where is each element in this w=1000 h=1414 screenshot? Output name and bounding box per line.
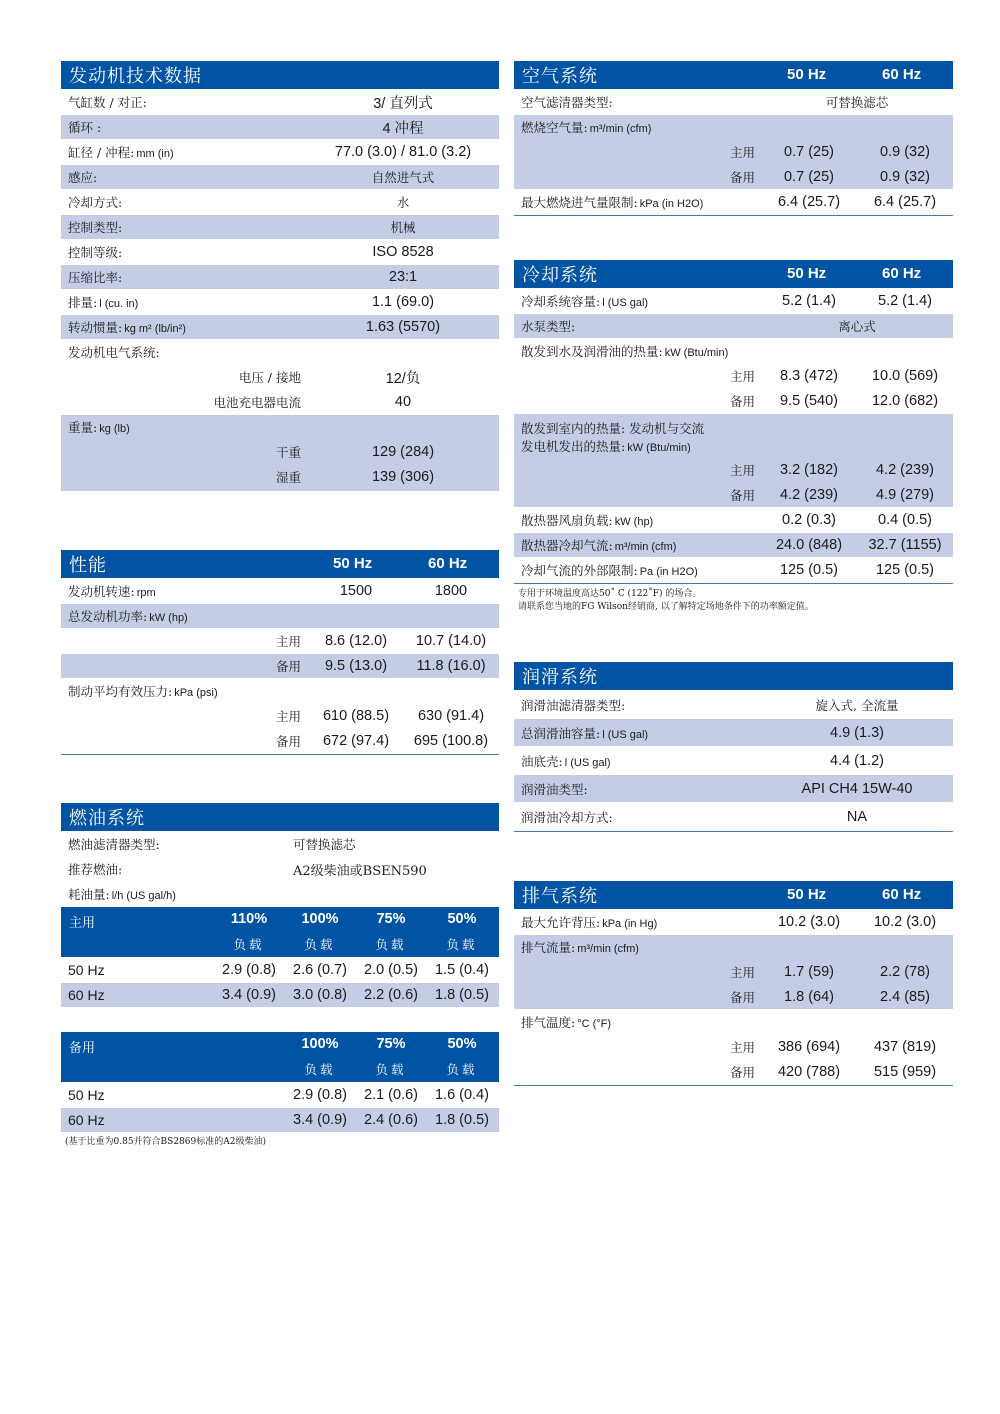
performance-section <box>61 550 499 755</box>
table-row <box>61 983 499 1007</box>
row-value: API CH4 15W-40 <box>801 780 913 797</box>
row-label: 感应: <box>68 170 98 185</box>
unit-text: kPa (in Hg) <box>602 918 658 930</box>
sub-label: 主用 <box>729 1040 755 1055</box>
label-text: 转动惯量: <box>68 320 123 335</box>
value-60hz: 125 (0.5) <box>875 562 935 578</box>
exhaust-flow-block <box>514 935 953 1009</box>
sub-label: 湿重 <box>275 470 301 485</box>
value-60hz: 695 (100.8) <box>413 733 489 749</box>
table-row <box>514 115 953 139</box>
cooling-header <box>514 260 953 288</box>
col-header: 100% <box>301 1036 339 1052</box>
row-label <box>514 193 703 211</box>
sub-label: 主用 <box>729 463 755 478</box>
table-row <box>514 339 953 363</box>
col-header: 75% <box>376 911 406 927</box>
row-value: NA <box>846 808 868 825</box>
row-value: 4.9 (1.3) <box>830 724 884 741</box>
unit-text: mm (in) <box>136 148 174 160</box>
cell: 1.8 (0.5) <box>435 1112 489 1128</box>
col-50hz: 50 Hz <box>333 555 373 572</box>
table-row <box>514 775 953 802</box>
table-row <box>514 719 953 746</box>
label-text: 制动平均有效压力: <box>68 684 173 699</box>
row-value: 1.1 (69.0) <box>371 294 435 310</box>
table-row <box>514 985 953 1009</box>
row-label <box>61 682 218 700</box>
value-50hz: 6.4 (25.7) <box>777 194 841 210</box>
row-label: 冷却方式: <box>68 195 123 210</box>
section-rule <box>514 215 953 216</box>
value-60hz: 10.2 (3.0) <box>873 914 937 930</box>
exhaust-header <box>514 881 953 909</box>
row-label: 水泵类型: <box>521 319 576 334</box>
table-row <box>61 265 499 289</box>
table-row <box>514 1035 953 1059</box>
value-60hz: 515 (959) <box>873 1064 937 1080</box>
col-60hz: 60 Hz <box>882 66 922 83</box>
label-text: 排量: <box>68 295 98 310</box>
value-60hz: 10.7 (14.0) <box>415 633 487 649</box>
cell: 2.4 (0.6) <box>364 1112 418 1128</box>
unit-text: °C (°F) <box>577 1018 612 1030</box>
cell: 2.2 (0.6) <box>364 987 418 1003</box>
row-label: 60 Hz <box>68 987 105 1003</box>
table-row <box>514 935 953 959</box>
value-50hz: 610 (88.5) <box>322 708 390 724</box>
cell: 2.6 (0.7) <box>293 962 347 978</box>
sub-label: 备用 <box>729 394 755 409</box>
section-rule <box>514 831 953 832</box>
value-60hz: 4.2 (239) <box>875 462 935 478</box>
row-label <box>514 414 953 457</box>
row-label: 50 Hz <box>68 962 105 978</box>
value-50hz: 0.2 (0.3) <box>782 512 836 528</box>
engine-section <box>61 61 499 491</box>
table-row <box>514 389 953 413</box>
row-value: 4.4 (1.2) <box>830 752 884 769</box>
unit-text: kW (hp) <box>614 516 654 528</box>
table-row <box>61 604 499 628</box>
cell: 1.6 (0.4) <box>435 1087 489 1103</box>
table-row <box>61 340 499 364</box>
air-section <box>514 61 953 216</box>
table-row <box>61 465 499 489</box>
cell: 3.4 (0.9) <box>293 1112 347 1128</box>
value-50hz: 0.7 (25) <box>784 169 834 185</box>
label-text: 总发动机功率: <box>68 609 148 624</box>
col-50hz: 50 Hz <box>787 66 827 83</box>
col-header: 110% <box>230 911 268 927</box>
section-title: 燃油系统 <box>69 808 145 829</box>
col-header: 50% <box>447 1036 477 1052</box>
row-label: 润滑油滤清器类型: <box>521 697 626 713</box>
label-text: 重量: <box>68 420 98 435</box>
row-value: 139 (306) <box>371 469 435 485</box>
value-60hz: 630 (91.4) <box>417 708 485 724</box>
unit-text: l (cu. in) <box>99 298 139 310</box>
unit-text: l (US gal) <box>602 297 649 309</box>
row-label: 润滑油冷却方式: <box>521 809 613 825</box>
cell: 1.5 (0.4) <box>435 962 489 978</box>
table-row <box>514 140 953 164</box>
label-text: 油底壳: <box>521 753 563 769</box>
row-value: A2级柴油或BSEN590 <box>293 863 427 879</box>
value-50hz: 3.2 (182) <box>779 462 839 478</box>
col-60hz: 60 Hz <box>882 265 922 282</box>
value-50hz: 1.7 (59) <box>784 964 834 980</box>
table-row <box>61 240 499 264</box>
row-value: 离心式 <box>838 319 876 334</box>
label-line-2 <box>521 438 953 457</box>
section-rule <box>514 1085 953 1086</box>
row-value: 1.63 (5570) <box>365 319 441 335</box>
unit-text: l/h (US gal/h) <box>111 890 176 902</box>
value-50hz: 125 (0.5) <box>779 562 839 578</box>
row-label <box>514 752 611 770</box>
row-label <box>61 293 138 311</box>
section-title: 空气系统 <box>522 66 598 87</box>
weight-block <box>61 415 499 491</box>
row-label: 发动机电气系统: <box>68 345 160 360</box>
unit-text: kg (lb) <box>99 423 130 435</box>
row-value: 机械 <box>390 220 416 235</box>
table-row <box>514 558 953 582</box>
table-row <box>61 140 499 164</box>
table-row <box>61 315 499 339</box>
table-row <box>514 364 953 388</box>
col-sublabel: 负载 <box>304 937 336 952</box>
row-value: 129 (284) <box>371 444 435 460</box>
label-text: 排气温度: <box>521 1015 576 1030</box>
label-text: 最大燃烧进气量限制: <box>521 195 638 210</box>
label-text: 缸径 / 冲程: <box>68 145 135 160</box>
table-row <box>61 1083 499 1107</box>
label-text: 散发到水及润滑油的热量: <box>521 344 663 359</box>
table-row <box>514 533 953 557</box>
value-50hz: 8.3 (472) <box>779 368 839 384</box>
value-50hz: 0.7 (25) <box>784 144 834 160</box>
table-row <box>514 508 953 532</box>
col-sublabel: 负载 <box>375 1062 407 1077</box>
section-title: 冷却系统 <box>522 265 598 286</box>
col-sublabel: 负载 <box>375 937 407 952</box>
row-label <box>514 938 639 956</box>
value-60hz: 0.9 (32) <box>880 169 930 185</box>
value-50hz: 24.0 (848) <box>775 537 843 553</box>
footnote-line: 专用于环境温度高达50˚ C (122˚F) 的场合。 <box>518 589 702 599</box>
lube-header <box>514 662 953 690</box>
label-line-1: 散发到室内的热量: 发动机与交流 <box>521 421 705 436</box>
cell: 3.0 (0.8) <box>293 987 347 1003</box>
sub-label: 主用 <box>729 145 755 160</box>
table-row <box>61 679 499 703</box>
row-label <box>514 118 651 136</box>
row-label <box>61 607 188 625</box>
value-60hz: 32.7 (1155) <box>868 537 942 553</box>
row-value: 旋入式, 全流量 <box>815 697 899 713</box>
sub-label: 主用 <box>729 369 755 384</box>
table-row <box>61 165 499 189</box>
value-60hz: 437 (819) <box>873 1039 937 1055</box>
unit-text: kW (Btu/min) <box>627 442 691 454</box>
row-label <box>514 536 676 554</box>
value-60hz: 0.4 (0.5) <box>878 512 932 528</box>
value-50hz: 10.2 (3.0) <box>777 914 841 930</box>
label-text: 发动机转速: <box>68 584 135 599</box>
cell: 3.4 (0.9) <box>222 987 276 1003</box>
row-label: 推荐燃油: <box>68 862 123 877</box>
table-row <box>61 579 499 603</box>
row-value: 自然进气式 <box>371 170 435 185</box>
col-sublabel: 负载 <box>446 937 478 952</box>
table-row <box>514 1060 953 1084</box>
label-text: 散热器风扇负载: <box>521 513 613 528</box>
section-title: 润滑系统 <box>522 667 598 688</box>
cooling-section <box>514 260 953 614</box>
row-value: 77.0 (3.0) / 81.0 (3.2) <box>334 144 472 160</box>
row-label <box>514 1013 611 1031</box>
value-50hz: 9.5 (540) <box>779 393 839 409</box>
value-60hz: 6.4 (25.7) <box>873 194 937 210</box>
col-header: 75% <box>376 1036 406 1052</box>
value-50hz: 8.6 (12.0) <box>324 633 388 649</box>
section-title: 排气系统 <box>522 886 598 907</box>
cell: 1.8 (0.5) <box>435 987 489 1003</box>
row-value: 12/负 <box>385 370 421 387</box>
sub-label: 主用 <box>275 709 301 724</box>
row-label: 空气滤清器类型: <box>521 95 613 110</box>
table-row <box>61 115 499 139</box>
row-label: 60 Hz <box>68 1112 105 1128</box>
row-label <box>514 292 648 310</box>
section-rule <box>61 754 499 755</box>
sub-label: 备用 <box>275 734 301 749</box>
label-text: 总润滑油容量: <box>521 725 601 741</box>
table-row <box>61 958 499 982</box>
label-text: 散热器冷却气流: <box>521 538 613 553</box>
unit-text: m³/min (cfm) <box>577 943 639 955</box>
table-row <box>514 165 953 189</box>
unit-text: m³/min (cfm) <box>589 123 652 135</box>
value-50hz: 420 (788) <box>777 1064 841 1080</box>
row-label: 润滑油类型: <box>521 781 588 797</box>
table-row <box>61 629 499 653</box>
label-text: 最大允许背压: <box>521 915 601 930</box>
cell: 2.0 (0.5) <box>364 962 418 978</box>
row-label <box>514 913 657 931</box>
value-60hz: 2.4 (85) <box>880 989 930 1005</box>
value-60hz: 11.8 (16.0) <box>416 658 486 674</box>
col-60hz: 60 Hz <box>882 886 922 903</box>
value-50hz: 1.8 (64) <box>784 989 834 1005</box>
value-50hz: 9.5 (13.0) <box>324 658 388 674</box>
footnote <box>514 588 953 614</box>
sub-label: 主用 <box>275 634 301 649</box>
unit-text: l (US gal) <box>602 728 649 741</box>
value-60hz: 12.0 (682) <box>871 393 939 409</box>
table-row <box>61 857 499 881</box>
row-value: 可替换滤芯 <box>293 837 356 852</box>
engine-header <box>61 61 499 89</box>
label-text: 排气流量: <box>521 940 576 955</box>
unit-text: l (US gal) <box>564 756 611 769</box>
col-sublabel: 负载 <box>233 937 265 952</box>
table-row <box>61 654 499 678</box>
footnote-line: 请联系您当地的FG Wilson经销商, 以了解特定场地条件下的功率额定值。 <box>518 602 814 612</box>
row-label <box>514 342 728 360</box>
row-label <box>514 724 648 742</box>
value-50hz: 1500 <box>339 583 373 599</box>
value-60hz: 5.2 (1.4) <box>878 293 932 309</box>
fuel-prime-header <box>61 907 499 957</box>
unit-text: m³/min (cfm) <box>614 541 677 553</box>
unit-text: kW (hp) <box>149 612 188 624</box>
row-value: 3/ 直列式 <box>373 95 433 112</box>
row-label: 循环 : <box>68 120 102 135</box>
table-row <box>514 1010 953 1034</box>
cell: 2.9 (0.8) <box>222 962 276 978</box>
row-label <box>61 885 176 903</box>
row-label <box>61 418 130 436</box>
lube-section <box>514 662 953 832</box>
row-label: 50 Hz <box>68 1087 105 1103</box>
cell: 2.9 (0.8) <box>293 1087 347 1103</box>
table-title: 主用 <box>69 916 96 931</box>
value-60hz: 0.9 (32) <box>880 144 930 160</box>
table-row <box>514 190 953 214</box>
label-text: 燃烧空气量: <box>521 120 588 135</box>
row-label <box>514 511 653 529</box>
table-row <box>61 704 499 728</box>
unit-text: Pa (in H2O) <box>639 566 698 578</box>
table-row <box>61 365 499 389</box>
table-row <box>61 215 499 239</box>
combustion-block <box>514 115 953 189</box>
row-label: 控制等级: <box>68 245 123 260</box>
row-value: 40 <box>394 394 412 410</box>
value-50hz: 4.2 (239) <box>779 487 839 503</box>
col-60hz: 60 Hz <box>428 555 468 572</box>
fuel-standby-header <box>61 1032 499 1082</box>
table-row <box>514 691 953 718</box>
table-row <box>514 314 953 338</box>
unit-text: kg m² (lb/in²) <box>124 323 186 335</box>
sub-label: 主用 <box>729 965 755 980</box>
sub-label: 电池充电器电流 <box>213 395 301 410</box>
value-50hz: 672 (97.4) <box>322 733 390 749</box>
table-row <box>61 90 499 114</box>
table-row <box>514 289 953 313</box>
row-value: 23:1 <box>388 269 418 285</box>
cell: 2.1 (0.6) <box>364 1087 418 1103</box>
table-row <box>61 882 499 906</box>
section-title: 发动机技术数据 <box>69 66 202 87</box>
row-label <box>61 143 174 161</box>
table-row <box>61 1108 499 1132</box>
value-60hz: 2.2 (78) <box>880 964 930 980</box>
unit-text: kW (Btu/min) <box>664 347 729 359</box>
value-60hz: 10.0 (569) <box>871 368 939 384</box>
row-label <box>61 582 156 600</box>
table-row <box>61 190 499 214</box>
label-text: 耗油量: <box>68 887 110 902</box>
row-value: 水 <box>396 195 410 210</box>
row-label: 气缸数 / 对正: <box>68 95 147 110</box>
sub-label: 电压 / 接地 <box>238 370 301 385</box>
col-50hz: 50 Hz <box>787 265 827 282</box>
performance-header <box>61 550 499 578</box>
row-label: 燃油滤清器类型: <box>68 837 160 852</box>
sub-label: 备用 <box>729 1065 755 1080</box>
unit-text: kPa (in H2O) <box>639 198 704 210</box>
sub-label: 干重 <box>275 445 301 460</box>
row-label: 压缩比率: <box>68 270 123 285</box>
col-50hz: 50 Hz <box>787 886 827 903</box>
table-row <box>514 747 953 774</box>
table-row <box>514 90 953 114</box>
row-value: 4 冲程 <box>382 120 424 137</box>
label-text: 冷却系统容量: <box>521 294 601 309</box>
section-rule <box>514 583 953 584</box>
heat-room-block <box>514 414 953 507</box>
col-sublabel: 负载 <box>446 1062 478 1077</box>
exhaust-section <box>514 881 953 1086</box>
fuel-section <box>61 803 499 1149</box>
col-sublabel: 负载 <box>304 1062 336 1077</box>
row-label: 控制类型: <box>68 220 123 235</box>
table-row <box>514 483 953 507</box>
table-row <box>61 729 499 753</box>
unit-text: rpm <box>136 587 156 599</box>
table-row <box>61 390 499 414</box>
row-label <box>514 561 698 579</box>
sub-label: 备用 <box>729 170 755 185</box>
section-title: 性能 <box>69 555 107 576</box>
table-row <box>514 803 953 830</box>
row-value: ISO 8528 <box>372 244 434 260</box>
row-value: 可替换滤芯 <box>825 95 889 110</box>
table-row <box>61 832 499 856</box>
value-50hz: 5.2 (1.4) <box>782 293 836 309</box>
label-text: 发电机发出的热量: <box>521 439 626 454</box>
value-60hz: 4.9 (279) <box>875 487 935 503</box>
air-header <box>514 61 953 89</box>
table-row <box>514 910 953 934</box>
sub-label: 备用 <box>729 488 755 503</box>
unit-text: kPa (psi) <box>174 687 218 699</box>
value-60hz: 1800 <box>434 583 468 599</box>
table-row <box>61 415 499 439</box>
table-title: 备用 <box>69 1041 96 1056</box>
footnote: (基于比重为0.85并符合BS2869标准的A2级柴油) <box>65 1137 266 1147</box>
value-50hz: 386 (694) <box>777 1039 841 1055</box>
col-header: 100% <box>301 911 339 927</box>
col-header: 50% <box>447 911 477 927</box>
label-text: 冷却气流的外部限制: <box>521 563 638 578</box>
fuel-header <box>61 803 499 831</box>
sub-label: 备用 <box>729 990 755 1005</box>
table-row <box>514 960 953 984</box>
table-row <box>514 458 953 482</box>
table-row <box>61 290 499 314</box>
table-row <box>61 440 499 464</box>
row-label <box>61 318 186 336</box>
sub-label: 备用 <box>275 659 301 674</box>
